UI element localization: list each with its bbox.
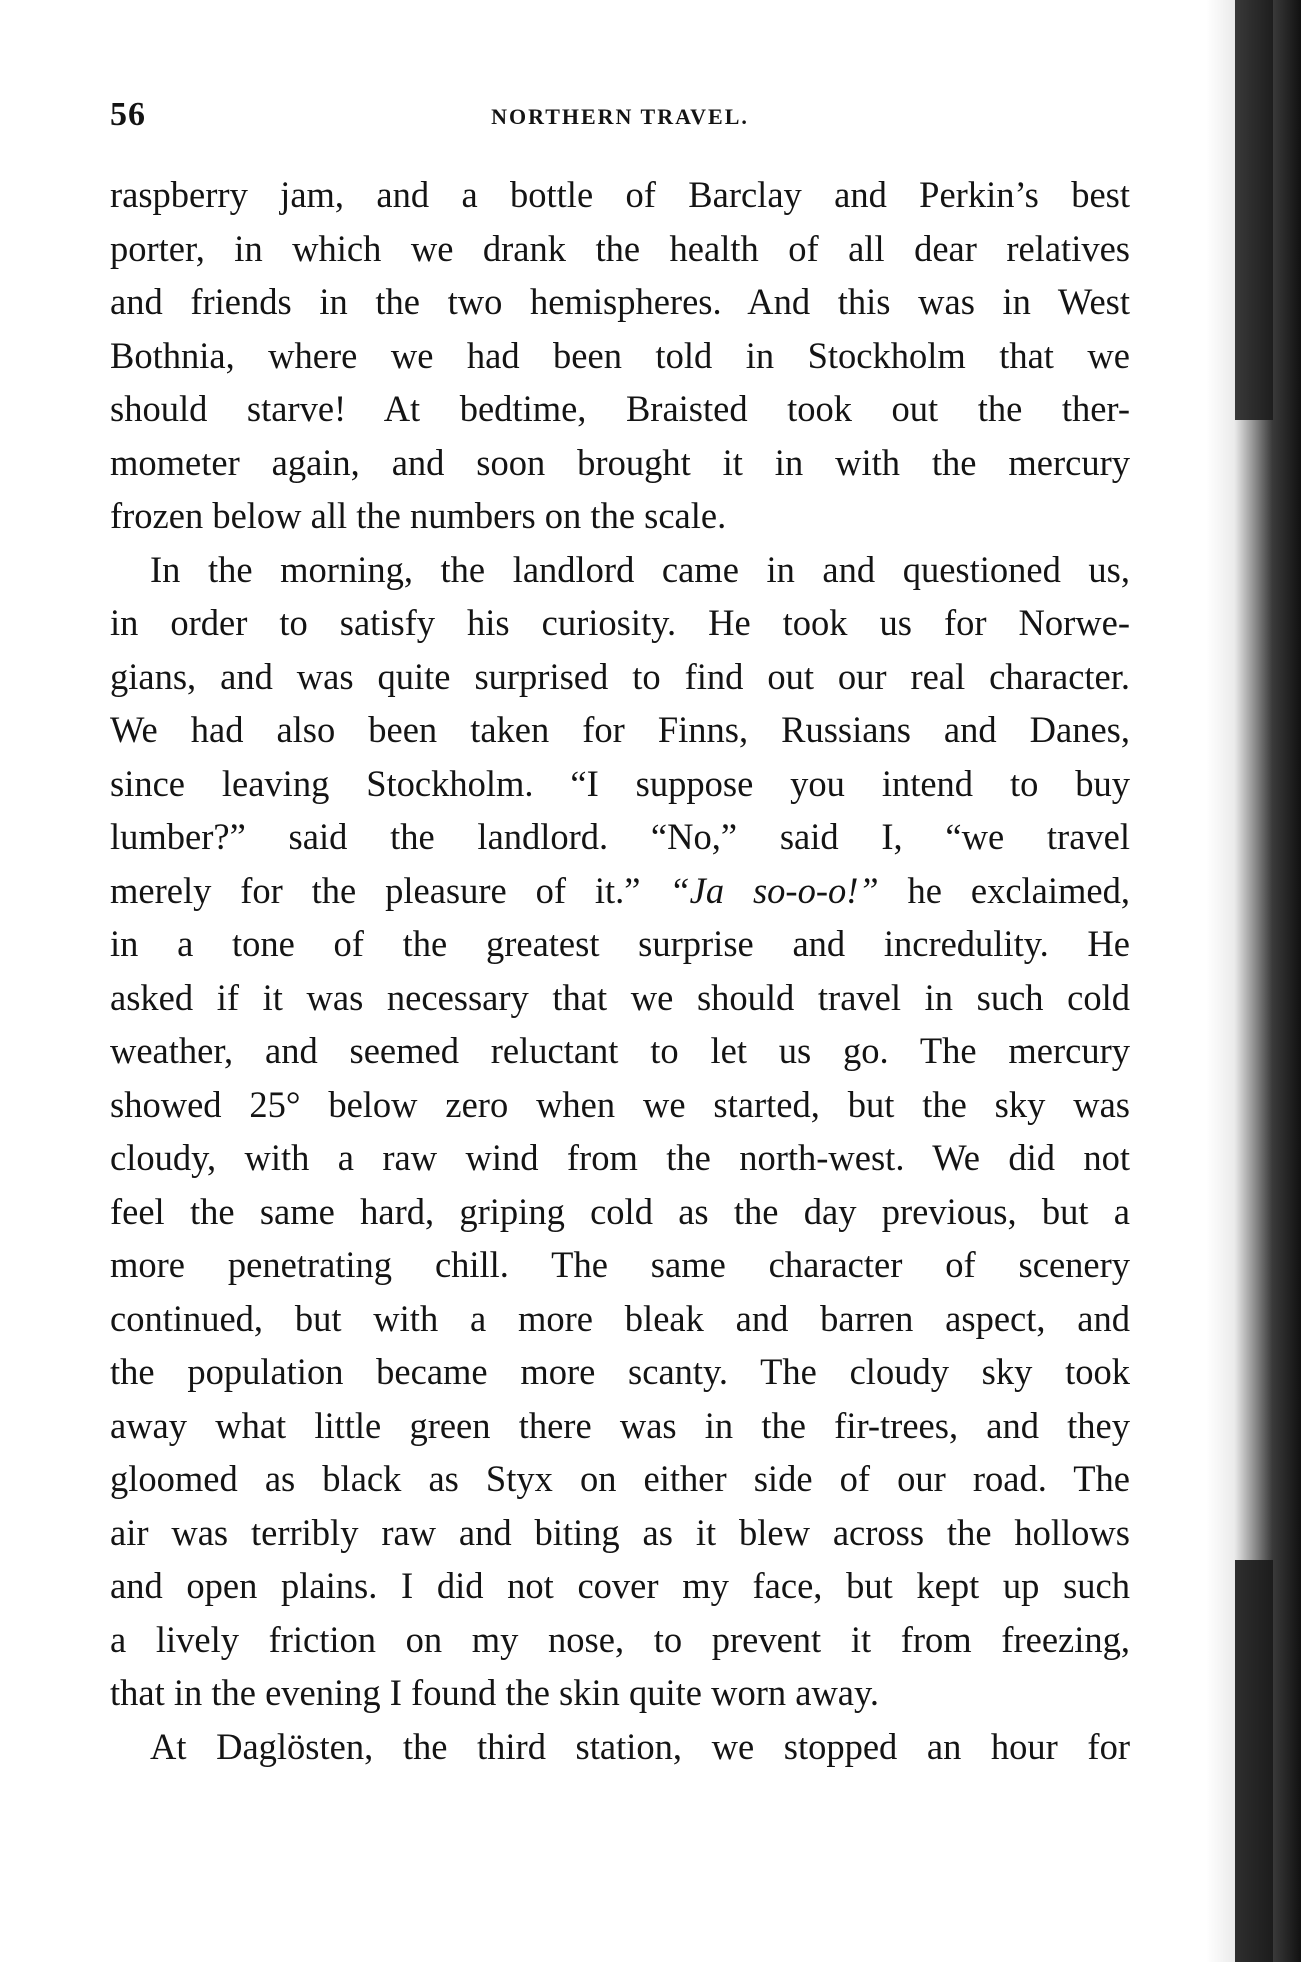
text-line: in a tone of the greatest surprise and incredulity. He [110,923,1130,964]
text-run: merely for the pleasure of it.” [110,869,670,911]
text-line: a lively friction on my nose, to prevent it from freezing, [110,1618,1130,1660]
text-line: asked if it was necessary that we should travel in such cold [110,976,1130,1018]
text-run: he exclaimed, [878,869,1130,911]
text-line: away what little green there was in the fir-trees, and they [110,1404,1130,1446]
text-line: continued, but with a more bleak and barren aspect, and [110,1297,1130,1339]
text-line: In the morning, the landlord came in and questioned us, [150,548,1130,590]
text-line: raspberry jam, and a bottle of Barclay and Perkin’s best [110,174,1130,215]
running-title: NORTHERN TRAVEL. [491,104,749,129]
text-line: gians, and was quite surprised to find out our real character. [110,655,1130,697]
text-line: the population became more scanty. The cloudy sky took [110,1351,1130,1392]
text-line: feel the same hard, griping cold as the day previous, but a [110,1190,1130,1232]
page-header [110,96,1130,136]
text-line: We had also been taken for Finns, Russians and Danes, [110,709,1130,750]
text-line: and friends in the two hemispheres. And this was in West [110,281,1130,322]
text-line: porter, in which we drank the health of all dear relatives [110,227,1130,269]
text-line: lumber?” said the landlord. “No,” said I, “we travel [110,816,1130,857]
scan-edge-band [1235,1560,1273,1962]
text-line: gloomed as black as Styx on either side of our road. The [110,1458,1130,1499]
text-line: frozen below all the numbers on the scale. [110,495,727,536]
text-line: weather, and seemed reluctant to let us go. The mercury [110,1030,1130,1071]
text-line: cloudy, with a raw wind from the north-west. We did not [110,1137,1130,1178]
text-line [110,864,1130,918]
text-line: since leaving Stockholm. “I suppose you intend to buy [110,762,1130,804]
text-line: Bothnia, where we had been told in Stockholm that we [110,334,1130,376]
body-text [110,168,1130,1773]
paragraph [110,543,1130,1720]
paragraph [110,1720,1130,1774]
text-line: mometer again, and soon brought it in with the mercury [110,441,1130,483]
text-line: At Daglösten, the third station, we stopped an hour for [150,1725,1130,1767]
text-line: showed 25° below zero when we started, but the sky was [110,1083,1130,1125]
page-number: 56 [110,96,146,133]
text-line: more penetrating chill. The same character of scenery [110,1244,1130,1285]
text-line: should starve! At bedtime, Braisted took out the ther- [110,388,1130,429]
text-line: that in the evening I found the skin quite worn away. [110,1672,880,1713]
italic-exclamation: “Ja so-o-o!” [669,869,879,911]
text-line: in order to satisfy his curiosity. He took us for Norwe- [110,602,1130,643]
scan-edge-band [1235,0,1273,420]
paragraph [110,168,1130,543]
text-line: air was terribly raw and biting as it blew across the hollows [110,1511,1130,1553]
text-line: and open plains. I did not cover my face, but kept up such [110,1565,1130,1606]
